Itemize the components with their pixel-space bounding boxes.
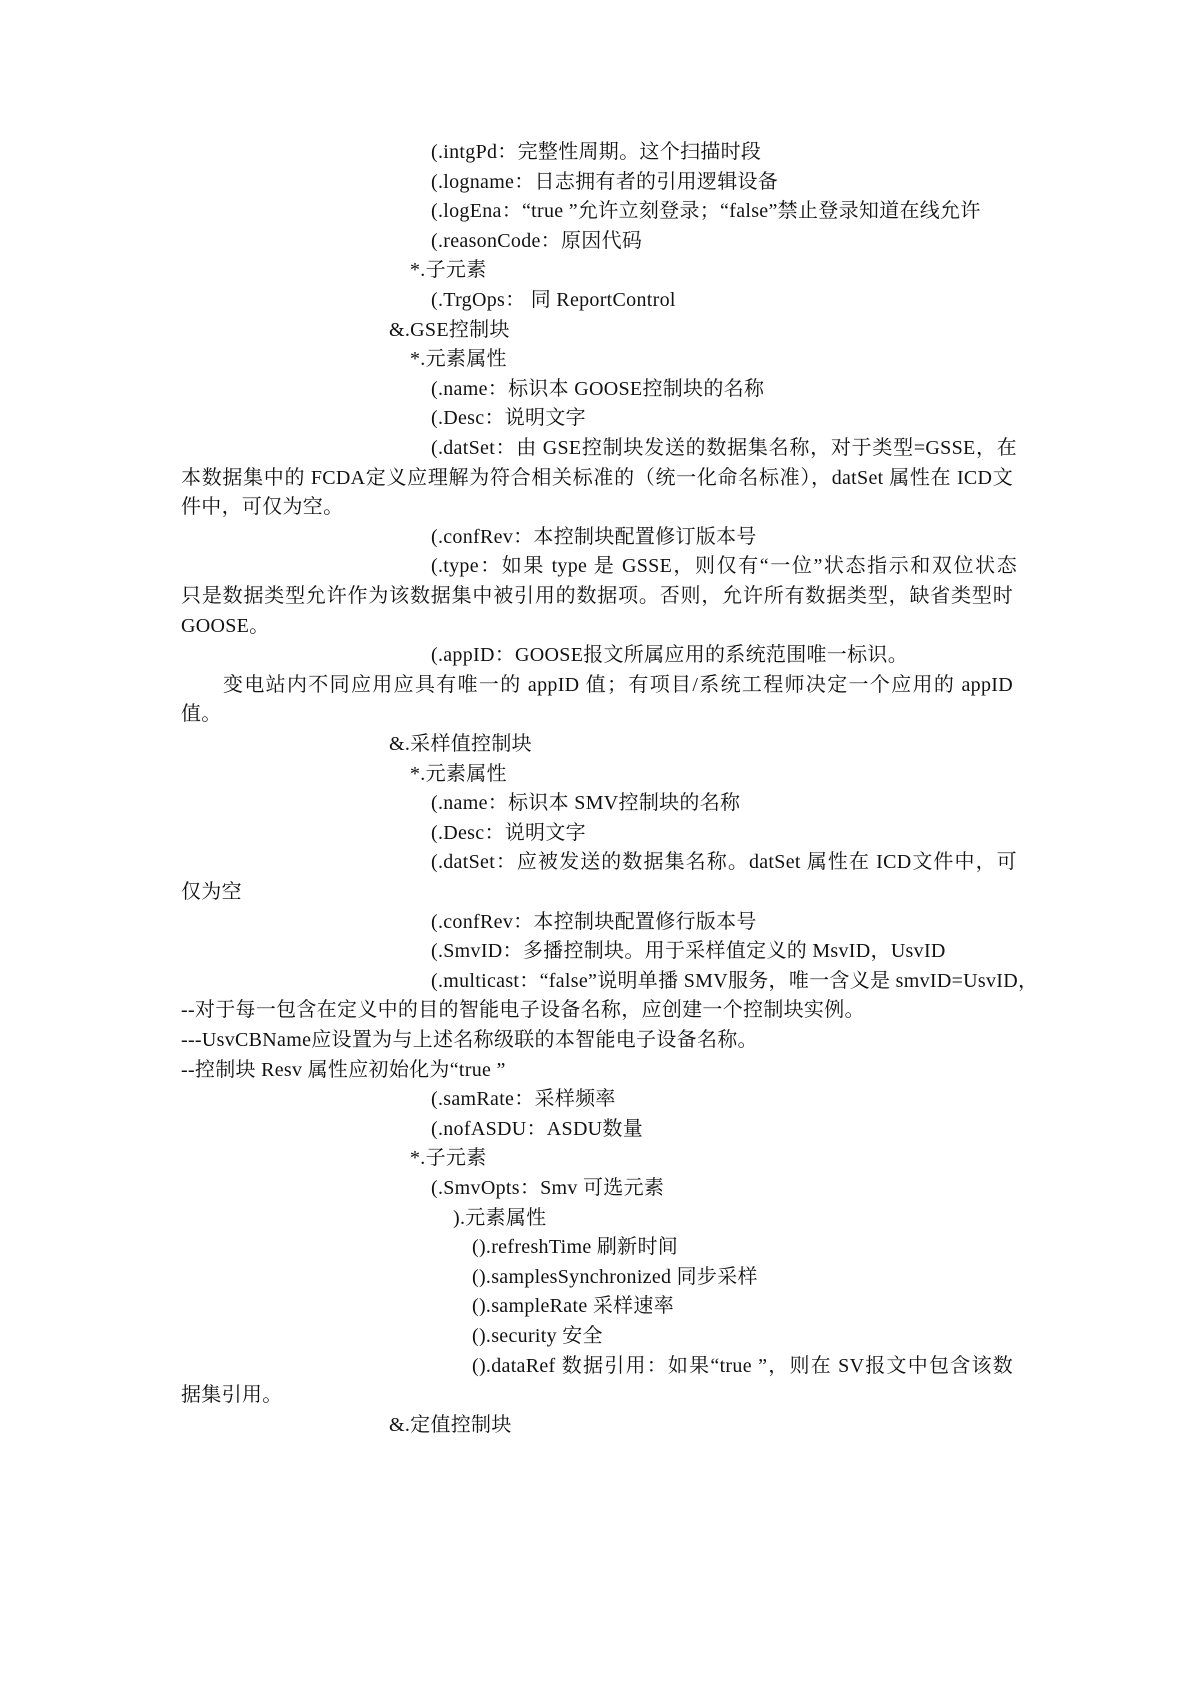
text-line: (.samRate：采样频率 bbox=[431, 1088, 616, 1111]
text-line: (.nofASDU：ASDU数量 bbox=[431, 1117, 644, 1140]
text-line: (.datSet：应被发送的数据集名称。datSet 属性在 ICD文件中，可 bbox=[431, 851, 1017, 874]
text-line: --对于每一包含在定义中的目的智能电子设备名称，应创建一个控制块实例。 bbox=[181, 999, 865, 1022]
text-line: (.name：标识本 GOOSE控制块的名称 bbox=[431, 377, 765, 400]
text-line: GOOSE。 bbox=[181, 614, 270, 637]
text-line: 值。 bbox=[181, 703, 222, 726]
text-line: (.datSet：由 GSE控制块发送的数据集名称，对于类型=GSSE，在 bbox=[431, 437, 1017, 459]
text-line: &.GSE控制块 bbox=[389, 318, 510, 341]
text-line: 变电站内不同应用应具有唯一的 appID 值；有项目/系统工程师决定一个应用的 appID bbox=[223, 673, 1013, 696]
text-line: (.appID：GOOSE报文所属应用的系统范围唯一标识。 bbox=[431, 644, 909, 667]
text-line: ---UsvCBName应设置为与上述名称级联的本智能电子设备名称。 bbox=[181, 1029, 758, 1051]
text-line: ().samplesSynchronized 同步采样 bbox=[472, 1265, 758, 1288]
text-line: &.定值控制块 bbox=[389, 1413, 512, 1436]
text-line: (.name：标识本 SMV控制块的名称 bbox=[431, 792, 741, 815]
text-line: &.采样值控制块 bbox=[389, 733, 532, 755]
text-line: (.intgPd：完整性周期。这个扫描时段 bbox=[431, 141, 762, 163]
text-line: ().refreshTime 刷新时间 bbox=[472, 1236, 679, 1259]
text-line: (.confRev：本控制块配置修行版本号 bbox=[431, 910, 757, 933]
text-line: ().security 安全 bbox=[472, 1325, 603, 1347]
text-line: (.SmvID：多播控制块。用于采样值定义的 MsvID，UsvID bbox=[431, 940, 946, 963]
text-line: *.子元素 bbox=[410, 259, 487, 282]
text-line: (.SmvOpts：Smv 可选元素 bbox=[431, 1177, 665, 1199]
text-line: (.reasonCode：原因代码 bbox=[431, 229, 643, 252]
text-line: (.type：如果 type 是 GSSE，则仅有“一位”状态指示和双位状态 bbox=[431, 555, 1017, 578]
text-line: (.Desc：说明文字 bbox=[431, 821, 586, 844]
text-line: ().sampleRate 采样速率 bbox=[472, 1295, 675, 1318]
text-line: ().dataRef 数据引用：如果“true ”，则在 SV报文中包含该数 bbox=[472, 1354, 1013, 1377]
text-line: ).元素属性 bbox=[453, 1206, 547, 1229]
text-line: 本数据集中的 FCDA定义应理解为符合相关标准的（统一化命名标准），datSet 属性在 ICD文 bbox=[181, 466, 1013, 489]
text-line: --控制块 Resv 属性应初始化为“true ” bbox=[181, 1058, 506, 1081]
text-line: 只是数据类型允许作为该数据集中被引用的数据项。否则，允许所有数据类型，缺省类型时 bbox=[181, 585, 1013, 607]
text-line: *.元素属性 bbox=[410, 762, 507, 785]
text-line: *.元素属性 bbox=[410, 348, 507, 371]
text-line: (.logEna：“true ”允许立刻登录；“false”禁止登录知道在线允许 bbox=[431, 200, 981, 223]
text-line: (.multicast：“false”说明单播 SMV服务，唯一含义是 smvID=UsvID， bbox=[431, 969, 1039, 992]
text-line: (.Desc：说明文字 bbox=[431, 407, 586, 430]
text-line: (.confRev：本控制块配置修订版本号 bbox=[431, 525, 757, 548]
text-line: 据集引用。 bbox=[181, 1384, 283, 1407]
text-line: (.logname：日志拥有者的引用逻辑设备 bbox=[431, 170, 779, 193]
text-line: (.TrgOps： 同 ReportControl bbox=[431, 289, 676, 311]
text-line: 件中，可仅为空。 bbox=[181, 496, 344, 519]
text-line: *.子元素 bbox=[410, 1147, 487, 1170]
text-line: 仅为空 bbox=[181, 881, 242, 903]
